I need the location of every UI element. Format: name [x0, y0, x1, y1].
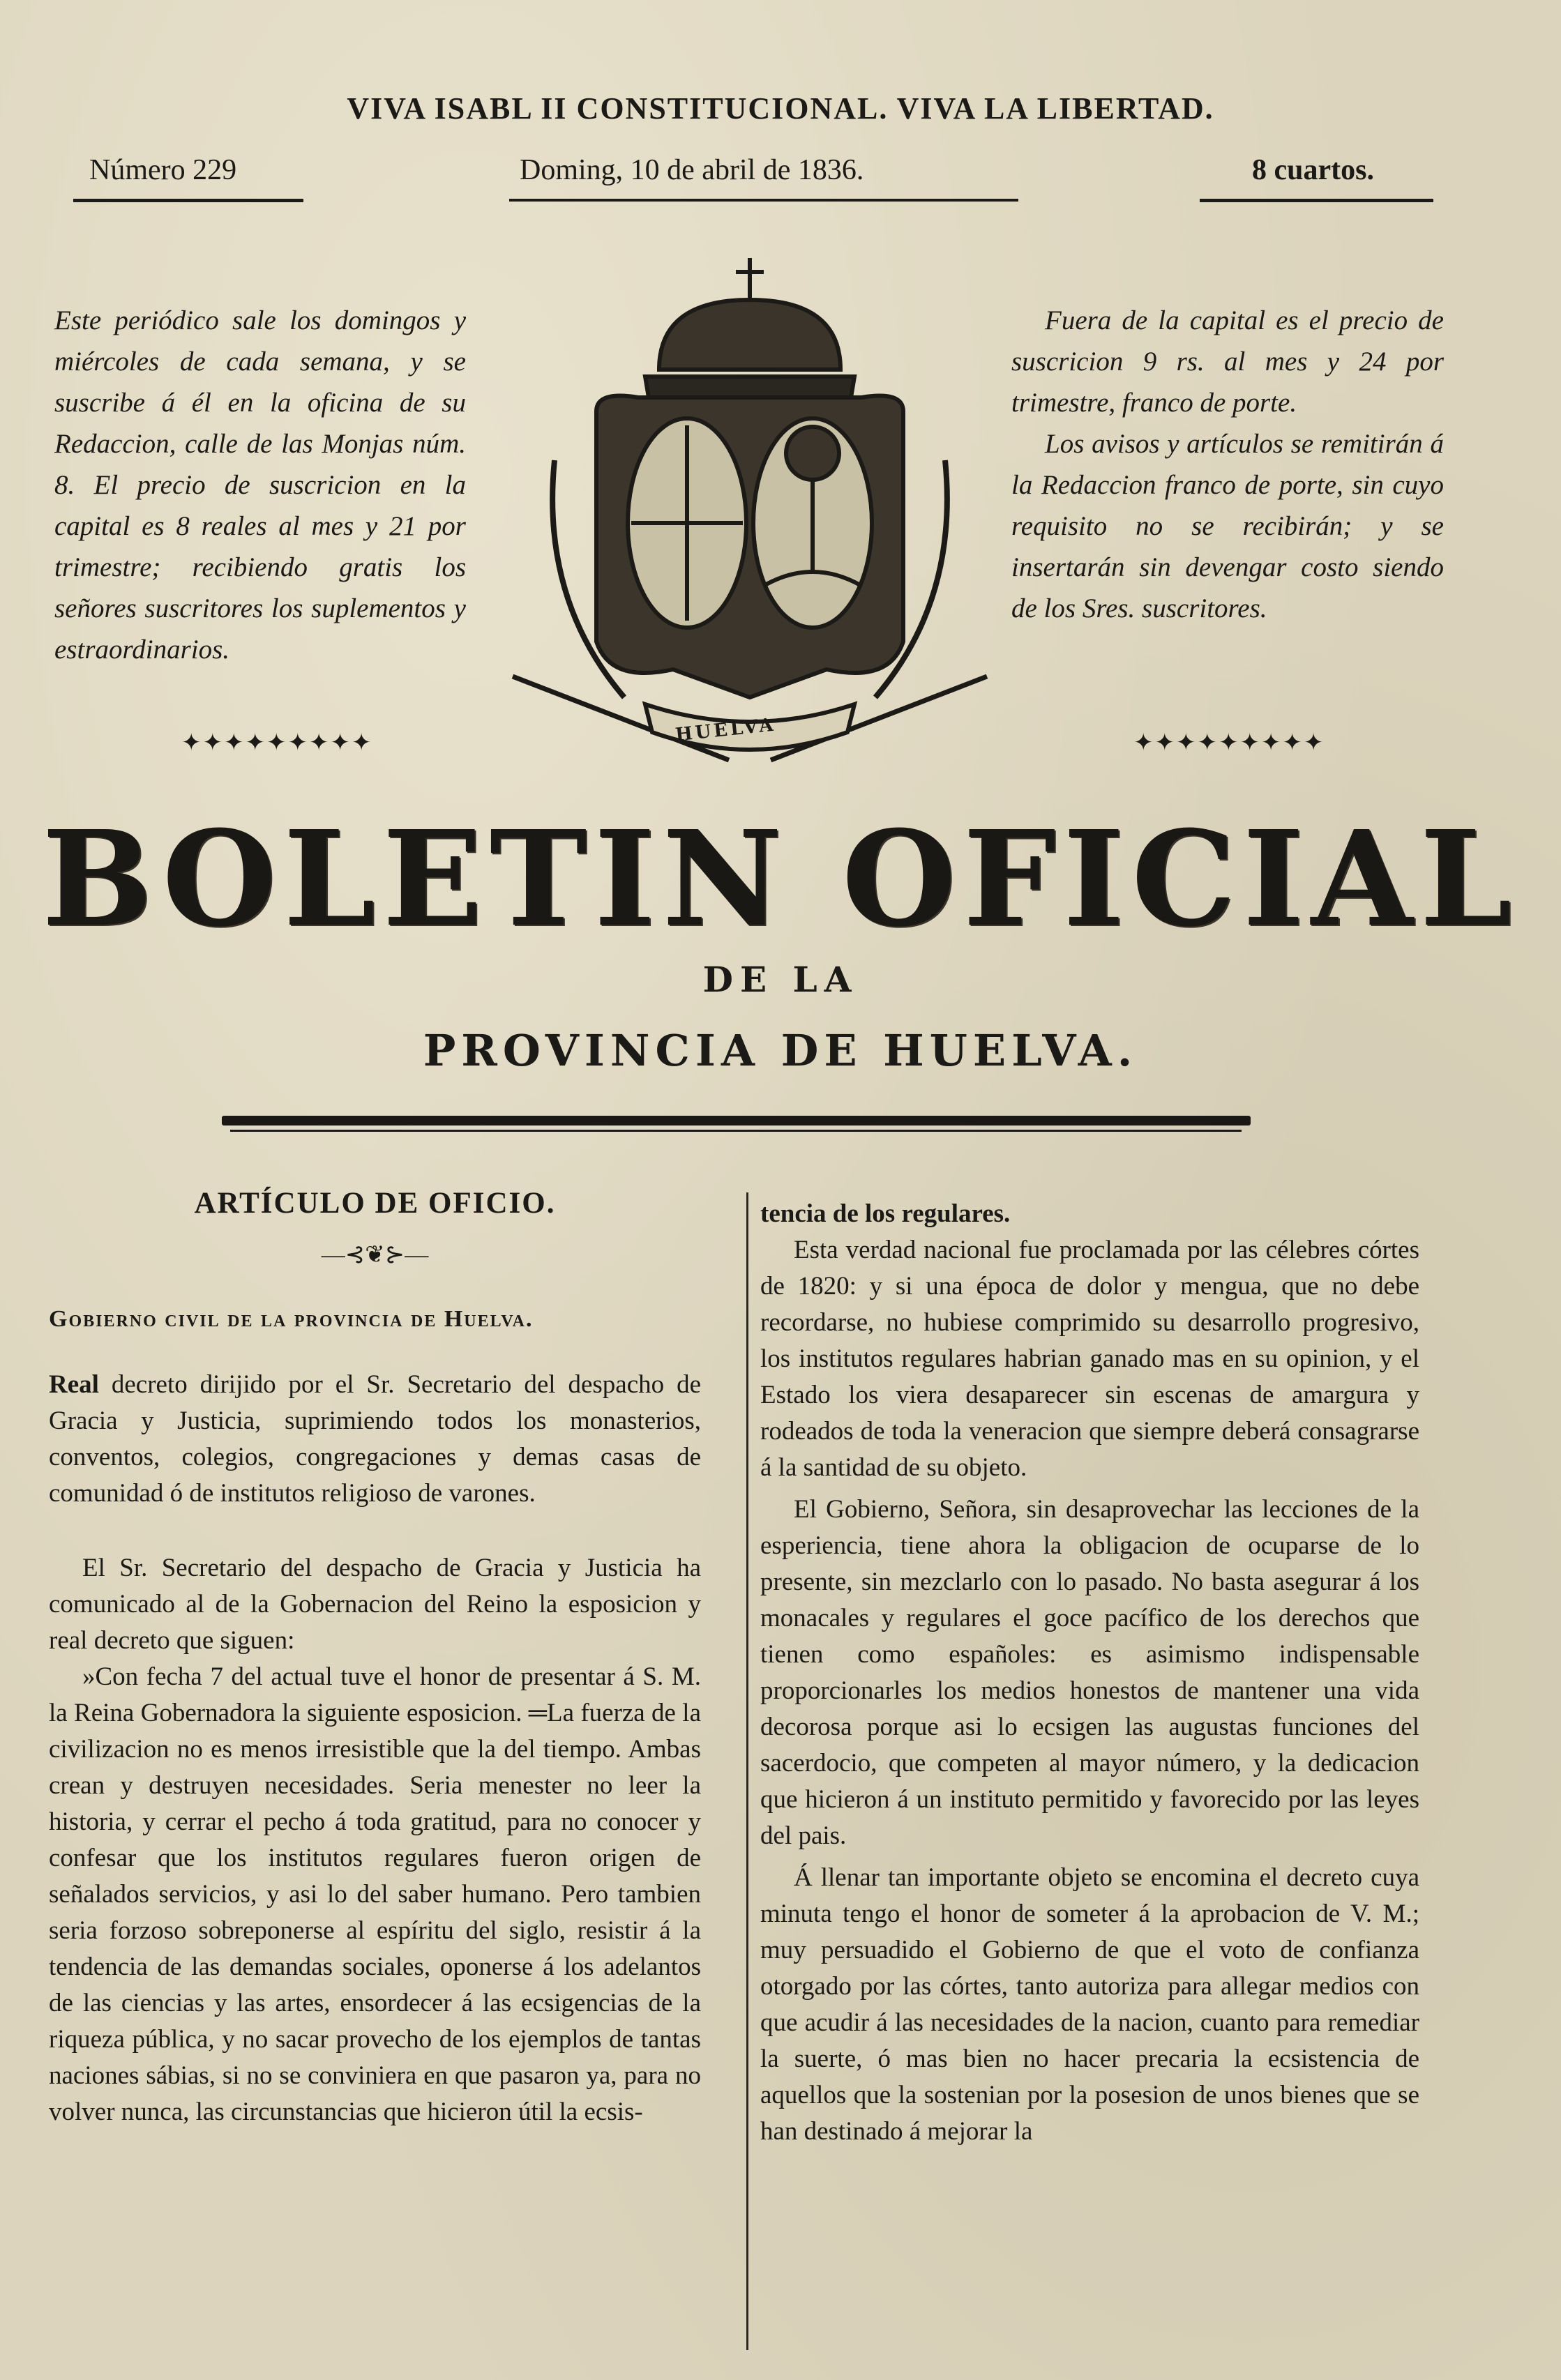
subscription-notice-left: Este periódico sale los domingos y miércoles de cada semana, y se suscribe á él en la oficina de su Redaccion, calle de las Monjas núm. 8. El precio de suscricion en la capital es 8 reales al mes y 21 por trimestre; recibiendo gratis los señores suscritores los suplementos y estraordinarios.	[54, 305, 466, 665]
title-thin-rule	[230, 1130, 1242, 1132]
title-province: PROVINCIA DE HUELVA.	[423, 1025, 1138, 1076]
issue-date: Doming, 10 de abril de 1836.	[520, 154, 864, 186]
ornament-left: ✦✦✦✦✦✦✦✦✦	[181, 729, 373, 757]
title-heavy-rule	[222, 1116, 1251, 1125]
article-paragraph-5: Á llenar tan importante objeto se encomina el decreto cuya minuta tengo el honor de someter á la aprobacion de V. M.; muy persuadido el Gobierno de que el voto de confianza otorgado por las córtes, tanto autoriza para allegar medios con que acudir á las necesidades de la nacion, cuanto para remediar la suerte, ó mas bien no hacer precaria la ecsistencia de aquellos que la sostenian por la posesion de unos bienes que se han destinado á mejorar la	[760, 1863, 1419, 2146]
notice-right-paragraph-1: Fuera de la capital es el precio de suscricion 9 rs. al mes y 24 por trimestre, franco de porte.	[1011, 305, 1444, 418]
title-de-la: DE LA	[702, 959, 859, 1000]
article-column-right	[760, 1196, 1419, 2150]
decree-summary	[49, 1367, 701, 1512]
crest-banner-label: HUELVA	[674, 714, 777, 746]
subscription-notice-right	[1011, 300, 1444, 629]
article-ornament: —⊰❦⊱—	[321, 1242, 429, 1268]
issue-price: 8 cuartos.	[1252, 154, 1374, 186]
decree-text: decreto dirijido por el Sr. Secretario del despacho de Gracia y Justicia, suprimiendo todos los monasterios, conventos, colegios, congregaciones y demas casas de comunidad ó de institutos religioso de varones.	[49, 1370, 702, 1508]
header-rule-left	[73, 199, 303, 202]
masthead-motto: VIVA ISABL II CONSTITUCIONAL. VIVA LA LIBERTAD.	[347, 91, 1214, 126]
article-column-left	[49, 1185, 701, 2130]
article-paragraph-3: Esta verdad nacional fue proclamada por las célebres córtes de 1820: y si una época de dolor y mengua, que no debe recordarse, no hubiese comprimido su desarrollo progresivo, los institutos regulares habrian ganado mas en su opinion, y el Estado los viera desaparecer sin escenas de amargura y rodeados de toda la veneracion que siempre deberá consagrarse á la santidad de su objeto.	[760, 1236, 1419, 1482]
issue-number: Número 229	[89, 154, 237, 186]
article-paragraph-4: El Gobierno, Señora, sin desaprovechar las lecciones de la esperiencia, tiene ahora la obligacion de ocuparse de lo presente, sin mezclarlo con lo pasado. No basta asegurar á los monacales y regulares el goce pacífico de los derechos que tienen como españoles: es asimismo indispensable proporcionarles los medios honestos de mantener una vida decorosa porque asi lo ecsigen las augustas funciones del sacerdocio, que competen al mayor número, y la dedicacion que hicieron á un instituto permitido y favorecido por las leyes del pais.	[760, 1495, 1419, 1850]
coat-of-arms-icon	[499, 251, 1001, 774]
article-paragraph-2: »Con fecha 7 del actual tuve el honor de presentar á S. M. la Reina Gobernadora la siguiente esposicion. ═La fuerza de la civilizacion no es menos irresistible que la del tiempo. Ambas crean y destruyen necesidades. Seria menester no leer la historia, y cerrar el pecho á toda gratitud, para no conocer y confesar que los institutos regulares fueron origen de señalados servicios, y asi lo del saber humano. Pero tambien seria forzoso sobreponerse al espíritu del siglo, resistir á la tendencia de las demandas sociales, oponerse á los adelantos de las ciencias y las artes, ensordecer á las ecsigencias de la riqueza pública, y no sacar provecho de los ejemplos de tantas naciones sábias, si no se conviniera en que pasaron ya, para no volver nunca, las circunstancias que hicieron útil la ecsis-	[49, 1662, 701, 2126]
article-heading: ARTÍCULO DE OFICIO.	[194, 1187, 556, 1220]
header-rule-center	[509, 199, 1018, 202]
article-continuation: tencia de los regulares.	[760, 1199, 1011, 1228]
government-heading: Gobierno civil de la provincia de Huelva.	[49, 1306, 534, 1332]
decree-lead-word: Real	[49, 1370, 99, 1399]
header-rule-right	[1200, 199, 1433, 202]
newspaper-title: BOLETIN OFICIAL	[42, 802, 1519, 956]
column-divider	[746, 1192, 748, 2350]
ornament-right: ✦✦✦✦✦✦✦✦✦	[1133, 729, 1325, 757]
notice-right-paragraph-2: Los avisos y artículos se remitirán á la Redaccion franco de porte, sin cuyo requisito no se recibirán; y se insertarán sin devengar costo siendo de los Sres. suscritores.	[1011, 429, 1444, 623]
article-paragraph-1: El Sr. Secretario del despacho de Gracia y Justicia ha comunicado al de la Gobernacion del Reino la esposicion y real decreto que siguen:	[49, 1554, 701, 1655]
